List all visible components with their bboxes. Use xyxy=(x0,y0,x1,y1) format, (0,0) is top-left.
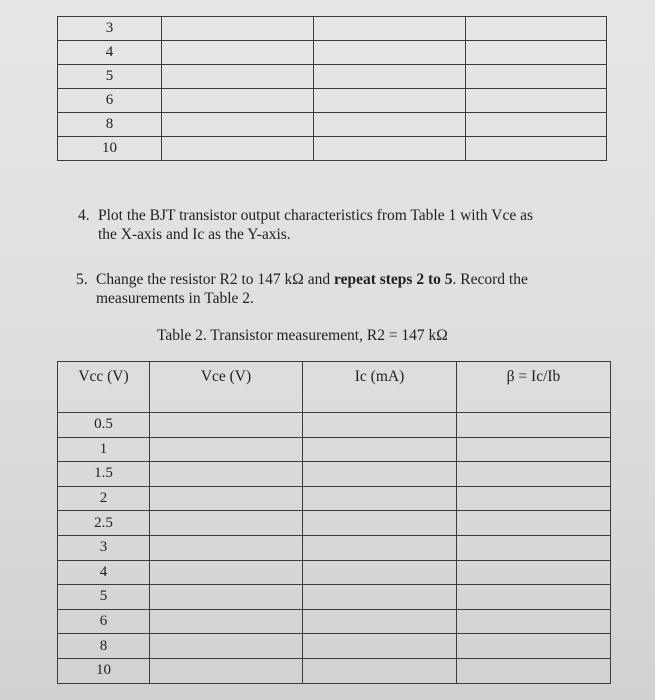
vcc-cell: 4 xyxy=(58,560,150,585)
step-number: 5. xyxy=(76,271,88,288)
vcc-cell: 8 xyxy=(58,113,162,137)
table-row xyxy=(58,609,611,634)
table-row xyxy=(58,437,611,462)
vcc-cell: 10 xyxy=(58,137,162,161)
table-row xyxy=(58,65,607,89)
table-header-row xyxy=(58,362,611,413)
table-row xyxy=(58,658,611,683)
vcc-cell: 2 xyxy=(58,486,150,511)
column-header-vce: Vce (V) xyxy=(150,362,303,413)
table-row xyxy=(58,535,611,560)
table-row xyxy=(58,560,611,585)
table-row xyxy=(58,462,611,487)
step-text-line: the X-axis and Ic as the Y-axis. xyxy=(98,226,291,243)
column-header-beta: β = Ic/Ib xyxy=(457,362,611,413)
table-row xyxy=(58,17,607,41)
table-row xyxy=(58,113,607,137)
table-row xyxy=(58,413,611,438)
vcc-cell: 4 xyxy=(58,41,162,65)
vcc-cell: 5 xyxy=(58,585,150,610)
step-text-bold: repeat steps 2 to 5 xyxy=(333,271,453,288)
column-header-vcc: Vcc (V) xyxy=(58,362,150,413)
table-row xyxy=(58,585,611,610)
vcc-cell: 8 xyxy=(58,634,150,659)
table-row xyxy=(58,89,607,113)
vcc-cell: 0.5 xyxy=(58,413,150,438)
vcc-cell: 6 xyxy=(58,89,162,113)
table-2 xyxy=(57,361,611,684)
vcc-cell: 5 xyxy=(58,65,162,89)
table-row xyxy=(58,511,611,536)
vcc-cell: 2.5 xyxy=(58,511,150,536)
table-1-fragment xyxy=(57,16,607,161)
step-text: . Record the xyxy=(452,271,528,288)
vcc-cell: 6 xyxy=(58,609,150,634)
table-row xyxy=(58,634,611,659)
vcc-cell: 3 xyxy=(58,535,150,560)
table-row xyxy=(58,137,607,161)
vcc-cell: 10 xyxy=(58,658,150,683)
step-text: Change the resistor R2 to 147 kΩ and xyxy=(96,271,334,288)
vcc-cell: 1.5 xyxy=(58,462,150,487)
step-text-line: measurements in Table 2. xyxy=(96,290,254,307)
table-row xyxy=(58,486,611,511)
step-text-line: Plot the BJT transistor output characteristics from Table 1 with Vce as xyxy=(98,207,533,224)
table-2-caption: Table 2. Transistor measurement, R2 = 147 kΩ xyxy=(157,327,448,344)
column-header-ic: Ic (mA) xyxy=(303,362,457,413)
vcc-cell: 1 xyxy=(58,437,150,462)
step-number: 4. xyxy=(78,207,90,224)
vcc-cell: 3 xyxy=(58,17,162,41)
table-row xyxy=(58,41,607,65)
